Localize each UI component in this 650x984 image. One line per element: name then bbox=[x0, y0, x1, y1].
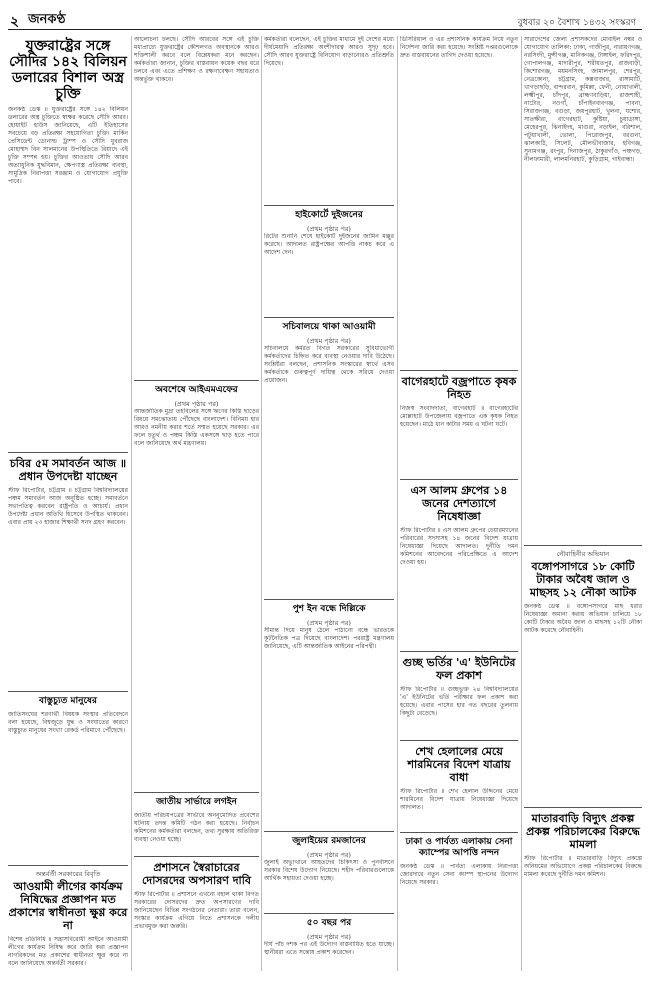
article-body-continued: ডিসিরিয়াল ও এর প্রশাসনিক কার্যক্রম নিয়ে নতুন নির্দেশনা জারি করা হয়েছে। সংশ্লিষ্ট দপ্তরগুলোকে দ্রুত বাস্তবায়নের তাগিদ দেওয়া হয়েছে। bbox=[400, 36, 518, 59]
article-national-server bbox=[134, 797, 259, 852]
article-al-ban bbox=[8, 870, 128, 971]
divider bbox=[264, 205, 394, 206]
article-sheikh-helal bbox=[400, 745, 518, 828]
headline: অবশেষে আইএমএফের bbox=[155, 385, 238, 395]
article-body: জাতিসংঘের শরণার্থী বিষয়ক সংস্থার প্রতিবেদনে বলা হয়েছে, বিশ্বজুড়ে যুদ্ধ ও সংঘাতের কারণে বাস্তুচ্যুত মানুষের সংখ্যা রেকর্ড পরিমাণে পৌঁছেছে। bbox=[8, 711, 128, 734]
article-admission-result bbox=[400, 656, 518, 736]
article-navy-operation bbox=[524, 550, 642, 803]
column-4 bbox=[400, 36, 518, 971]
kicker: নৌবাহিনীর অভিযান bbox=[556, 550, 610, 558]
page-number: ২ bbox=[10, 14, 20, 30]
article-displaced bbox=[8, 696, 128, 861]
article-cu-convocation bbox=[8, 457, 128, 687]
divider bbox=[400, 370, 518, 371]
article-body: জাতীয় পরিচয়পত্রের সার্ভারে অননুমোদিত প্রবেশের ঘটনায় তদন্ত কমিটি গঠন করা হয়েছে। নির্বাচন কমিশনের কর্মকর্তারা বলছেন, তথ্য সুরক্ষায় অতিরিক্ত ব্যবস্থা নেওয়া হচ্ছে। bbox=[134, 812, 259, 843]
column-divider bbox=[131, 36, 132, 971]
article-body: স্টাফ রিপোর্টার ॥ মাতারবাড়ি বিদ্যুৎ প্রকল্পে অনিয়মের অভিযোগে প্রকল্প পরিচালকের বিরুদ্ধে মামলা করেছে দুর্নীতি দমন কমিশন। bbox=[524, 855, 642, 878]
headline: চবির ৫ম সমাবর্তন আজ ॥ প্রধান উপদেষ্টা যাচ্ছেন bbox=[9, 457, 127, 483]
article-body: স্টাফ রিপোর্টার ॥ প্রশাসনে এখনো বহাল থাকা বিগত সরকারের দোসরদের দ্রুত অপসারণের দাবি জানিয়েছেন বিভিন্ন সংগঠনের নেতারা। তারা বলেন, সংস্কার কার্যক্রম এগিয়ে নিতে প্রশাসনকে দলীয় প্রভাবমুক্ত করা জরুরি। bbox=[134, 891, 259, 930]
article-body: স্টাফ রিপোর্টার ॥ শেখ হেলাল উদ্দিনের মেয়ে শারমিনের বিদেশ যাত্রায় নিষেধাজ্ঞা দিয়েছে আদালত। bbox=[400, 788, 518, 811]
continued-note: (প্রথম পৃষ্ঠার পর) bbox=[307, 851, 351, 859]
headline: মাতারবাড়ি বিদ্যুৎ প্রকল্প প্রকল্প পরিচালকের বিরুদ্ধে মামলা bbox=[526, 812, 640, 851]
divider bbox=[400, 740, 518, 741]
column-divider bbox=[521, 36, 522, 971]
headline: আওয়ামী লীগের কার্যক্রম নিষিদ্ধের প্রজ্ঞাপন মত প্রকাশের স্বাধীনতা ক্ষুণ্ণ করে না bbox=[8, 880, 128, 932]
article-body-continued: কর্মকর্তারা বলেছেন, এই চুক্তির মাধ্যমে দুই দেশের মধ্যে দীর্ঘমেয়াদি প্রতিরক্ষা অংশীদারত্ব আরও সুদৃঢ় হবে। সৌদি আরব যুক্তরাষ্ট্রে বিনিয়োগ বাড়ানোরও প্রতিশ্রুতি দিয়েছে। bbox=[264, 36, 394, 67]
article-matarbari bbox=[524, 812, 642, 935]
article-body: জনকণ্ঠ ডেস্ক ॥ যুক্তরাষ্ট্রের সঙ্গে ১৪২ বিলিয়ন ডলারের অস্ত্র চুক্তিতে স্বাক্ষর করেছে সৌদি আরব। হোয়াইট হাউস জানিয়েছে, এটি ইতিহাসের সবচেয়ে বড় প্রতিরক্ষা সহযোগিতা চুক্তি। মার্কিন প্রেসিডেন্ট ডোনাল্ড ট্রাম্প ও সৌদি যুবরাজ মোহাম্মদ বিন সালমানের উপস্থিতিতে রিয়াদে এই চুক্তি সম্পন্ন হয়। চুক্তির আওতায় সৌদি আরব অত্যাধুনিক যুদ্ধবিমান, ক্ষেপণাস্ত্র প্রতিরক্ষা ব্যবস্থা, সামুদ্রিক নিরাপত্তা সরঞ্জাম ও যোগাযোগ প্রযুক্তি পাবে। bbox=[8, 106, 128, 185]
headline: জাতীয় সার্ভারে লগইন bbox=[156, 797, 237, 807]
article-body-continued: আলোচনা চলছে। সৌদি আরবের সঙ্গে এই চুক্তি মধ্যপ্রাচ্যে যুক্তরাষ্ট্রের কৌশলগত অবস্থানকে আরও শক্তিশালী করবে বলে বিশ্লেষকরা মনে করছেন। কর্মকর্তারা জানান, চুক্তির বাস্তবায়ন কয়েক বছর ধরে চলবে এবং এতে প্রশিক্ষণ ও রক্ষণাবেক্ষণ সহায়তাও অন্তর্ভুক্ত থাকবে। bbox=[134, 36, 259, 83]
article-body: সচিবালয়ে কর্মরত বিগত সরকারের সুবিধাভোগী কর্মকর্তাদের চিহ্নিত করে ব্যবস্থা নেওয়ার দাবি উঠেছে। সংশ্লিষ্টরা বলছেন, প্রশাসনিক সংস্কারের স্বার্থে এসব কর্মকর্তাকে গুরুত্বপূর্ণ দায়িত্ব থেকে সরিয়ে দেওয়া প্রয়োজন। bbox=[264, 345, 394, 384]
page-header bbox=[8, 8, 642, 30]
headline: গুচ্ছ ভর্তির 'এ' ইউনিটের ফল প্রকাশ bbox=[402, 656, 516, 682]
headline: ৫০ বছর পর bbox=[306, 918, 352, 928]
article-body: নিজস্ব সংবাদদাতা, বাগেরহাট ॥ বাগেরহাটের মোল্লাহাট উপজেলায় বজ্রপাতে এক কৃষক নিহত হয়েছেন। মাঠে ধান কাটার সময় এ ঘটনা ঘটে। bbox=[400, 405, 518, 428]
article-body: বিশেষ প্রতিনিধি ॥ সন্ত্রাসবিরোধী আইনে আওয়ামী লীগের কার্যক্রম নিষিদ্ধ করে জারি করা প্রজ্ঞাপন নাগরিকদের মত প্রকাশের স্বাধীনতা ক্ষুণ্ণ করে না বলে জানিয়েছে অন্তর্বর্তী সরকার। bbox=[8, 936, 128, 967]
headline: বাস্তুচ্যুত মানুষের bbox=[39, 696, 97, 706]
article-secretariat bbox=[264, 322, 394, 595]
article-50-years bbox=[264, 918, 394, 971]
date-line: বুধবার ২০ বৈশাখ ১৪৩২ সংস্করণ bbox=[517, 18, 636, 28]
divider bbox=[400, 479, 518, 480]
divider bbox=[524, 807, 642, 808]
article-body: সীমান্ত দিয়ে মানুষ ঠেলে পাঠানো বন্ধে ভারতকে কূটনৈতিক পত্র দিয়েছে বাংলাদেশ। পররাষ্ট্র মন্ত্রণালয় জানিয়েছে, এটি আন্তর্জাতিক আইনের পরিপন্থী। bbox=[264, 627, 394, 650]
divider bbox=[264, 317, 394, 318]
article-body: জনকণ্ঠ ডেস্ক ॥ বঙ্গোপসাগরে মাছ ধরার নিষেধাজ্ঞা অমান্য করায় অভিযান চালিয়ে ১৮ কোটি টাকার অবৈধ জাল ও মাছসহ ১২টি নৌকা আটক করেছে নৌবাহিনী। bbox=[524, 603, 642, 634]
headline: হাইকোর্টে দুইজনের bbox=[295, 210, 363, 220]
divider bbox=[8, 865, 128, 866]
column-divider bbox=[261, 36, 262, 971]
headline: জুলাইয়ের রমজানের bbox=[292, 836, 366, 846]
divider bbox=[8, 452, 128, 453]
divider bbox=[264, 599, 394, 600]
newspaper-page bbox=[8, 8, 642, 976]
article-s-alam bbox=[400, 484, 518, 647]
divider bbox=[524, 545, 642, 546]
headline: প্রশাসনে স্বৈরাচারের দোসরদের অপসারণ দাবি bbox=[141, 861, 252, 887]
divider bbox=[134, 856, 259, 857]
article-body: স্টাফ রিপোর্টার, চট্টগ্রাম ॥ চট্টগ্রাম বিশ্ববিদ্যালয়ের পঞ্চম সমাবর্তন আজ অনুষ্ঠিত হচ্ছে। সমাবর্তনে সভাপতিত্ব করবেন রাষ্ট্রপতি ও আচার্য। প্রধান উপদেষ্টা প্রধান অতিথি হিসেবে উপস্থিত থাকবেন। এবার প্রায় ২৩ হাজার শিক্ষার্থী সনদ গ্রহণ করবেন। bbox=[8, 487, 128, 526]
masthead: জনকণ্ঠ bbox=[28, 12, 66, 27]
continued-note: (প্রথম পৃষ্ঠার পর) bbox=[307, 933, 351, 941]
divider bbox=[134, 380, 259, 381]
article-body: আন্তর্জাতিক মুদ্রা তহবিলের সঙ্গে ঋণের কিস্তি ছাড়ের বিষয়ে সমঝোতায় পৌঁছেছে বাংলাদেশ। বিনিময় হার আরও নমনীয় করার শর্তে সম্মত হয়েছে সরকার। এর ফলে চতুর্থ ও পঞ্চম কিস্তি একসঙ্গে ছাড় হতে পারে বলে জানিয়েছে অর্থ মন্ত্রণালয়। bbox=[134, 408, 259, 447]
headline: ঢাকা ও পার্বত্য এলাকায় সেনা ক্যাম্পের আপত্তি নন্দন bbox=[405, 837, 513, 858]
article-high-court bbox=[264, 210, 394, 313]
article-bagerhat bbox=[400, 375, 518, 475]
divider bbox=[400, 832, 518, 833]
headline: যুক্তরাষ্ট্রের সঙ্গে সৌদির ১৪২ বিলিয়ন ডলারের বিশাল অস্ত্র চুক্তি bbox=[9, 38, 127, 102]
column-5 bbox=[524, 36, 642, 971]
column-2 bbox=[134, 36, 259, 971]
article-army-camp bbox=[400, 837, 518, 903]
article-july bbox=[264, 836, 394, 909]
article-body: স্টাফ রিপোর্টার ॥ গুচ্ছভুক্ত ২৪ বিশ্ববিদ্যালয়ের 'এ' ইউনিটের ভর্তি পরীক্ষার ফল প্রকাশ করা হয়েছে। এবার পাসের হার গত বছরের তুলনায় কিছুটা বেড়েছে। bbox=[400, 686, 518, 717]
article-body: দীর্ঘ পাঁচ দশক পর এই উদ্যোগ বাস্তবায়িত হতে যাচ্ছে। স্থানীয়রা এতে সন্তোষ প্রকাশ করেছেন। bbox=[264, 941, 394, 956]
headline: বঙ্গোপসাগরে ১৮ কোটি টাকার অবৈধ জাল ও মাছসহ ১২ নৌকা আটক bbox=[529, 560, 637, 599]
continued-note: (প্রথম পৃষ্ঠার পর) bbox=[174, 400, 219, 408]
article-body: জুলাই অভ্যুত্থানে আহতদের চিকিৎসা ও পুনর্বাসনে সরকার বিশেষ উদ্যোগ নিয়েছে। শহীদ পরিবারগুলোকে আর্থিক সহায়তা দেওয়া হচ্ছে। bbox=[264, 859, 394, 882]
headline: বাগেরহাটে বজ্রপাতে কৃষক নিহত bbox=[401, 375, 517, 401]
continued-note: (প্রথম পৃষ্ঠার পর) bbox=[307, 225, 351, 233]
divider bbox=[8, 691, 128, 692]
article-body: জনকণ্ঠ ডেস্ক ॥ পার্বত্য এলাকায় নিরাপত্তা জোরদারে নতুন সেনা ক্যাম্প স্থাপনের উদ্যোগ নিয়েছে সরকার। bbox=[400, 863, 518, 886]
article-body: স্টাফ রিপোর্টার ॥ এস আলম গ্রুপের চেয়ারম্যানের পরিবারের সদস্যসহ ১৪ জনের বিদেশ যাত্রায় নিষেধাজ্ঞা দিয়েছে আদালত। দুর্নীতি দমন কমিশনের আবেদনের পরিপ্রেক্ষিতে এ আদেশ দেওয়া হয়। bbox=[400, 527, 518, 566]
headline: সচিবালয়ে থাকা আওয়ামী bbox=[282, 322, 376, 332]
article-body: রিটের শুনানি শেষে হাইকোর্ট দুইজনের জামিন মঞ্জুর করেছে। আদালত রাষ্ট্রপক্ষের আপত্তি নাকচ করে এ আদেশ দেন। bbox=[264, 233, 394, 256]
divider bbox=[134, 792, 259, 793]
headline: এস আলম গ্রুপের ১৪ জনের দেশত্যাগে নিষেধাজ্ঞা bbox=[410, 484, 508, 523]
divider bbox=[400, 651, 518, 652]
article-saudi-arms bbox=[8, 38, 128, 448]
article-admin-removal bbox=[134, 861, 259, 971]
continued-note: (প্রথম পৃষ্ঠার পর) bbox=[307, 337, 351, 345]
column-divider bbox=[397, 36, 398, 971]
headline: শেখ হেলালের মেয়ে শারমিনের বিদেশ যাত্রায় বাধা bbox=[407, 745, 511, 784]
dc-contact-list: সারাদেশের জেলা প্রশাসকদের মোবাইল নম্বর ও যোগাযোগ তালিকা: ঢাকা, গাজীপুর, নারায়ণগঞ্জ, নরসিংদী, মুন্সীগঞ্জ, মানিকগঞ্জ, টাঙ্গাইল, ফরিদপুর, গোপালগঞ্জ, মাদারীপুর, শরীয়তপুর, রাজবাড়ী, কিশোরগঞ্জ, ময়মনসিংহ, জামালপুর, শেরপুর, নেত্রকোনা, চট্টগ্রাম, কক্সবাজার, রাঙ্গামাটি, খাগড়াছড়ি, বান্দরবান, কুমিল্লা, ফেনী, নোয়াখালী, লক্ষ্মীপুর, চাঁদপুর, ব্রাহ্মণবাড়িয়া, রাজশাহী, নাটোর, নওগাঁ, চাঁপাইনবাবগঞ্জ, পাবনা, সিরাজগঞ্জ, বগুড়া, জয়পুরহাট, খুলনা, যশোর, সাতক্ষীরা, বাগেরহাট, কুষ্টিয়া, চুয়াডাঙ্গা, মেহেরপুর, ঝিনাইদহ, মাগুরা, নড়াইল, বরিশাল, পটুয়াখালী, ভোলা, পিরোজপুর, বরগুনা, ঝালকাঠি, সিলেট, মৌলভীবাজার, হবিগঞ্জ, সুনামগঞ্জ, রংপুর, দিনাজপুর, ঠাকুরগাঁও, পঞ্চগড়, নীলফামারী, লালমনিরহাট, কুড়িগ্রাম, গাইবান্ধা। bbox=[524, 36, 642, 163]
continued-note: (প্রথম পৃষ্ঠার পর) bbox=[307, 619, 351, 627]
headline: পুশ ইন বন্ধে দিল্লিকে bbox=[292, 604, 366, 614]
column-3 bbox=[264, 36, 394, 971]
column-1 bbox=[8, 36, 128, 971]
article-push-in bbox=[264, 604, 394, 827]
kicker: অন্তর্বর্তী সরকারের বিবৃতি bbox=[35, 870, 101, 878]
article-imf bbox=[134, 385, 259, 788]
divider bbox=[264, 831, 394, 832]
divider bbox=[264, 913, 394, 914]
